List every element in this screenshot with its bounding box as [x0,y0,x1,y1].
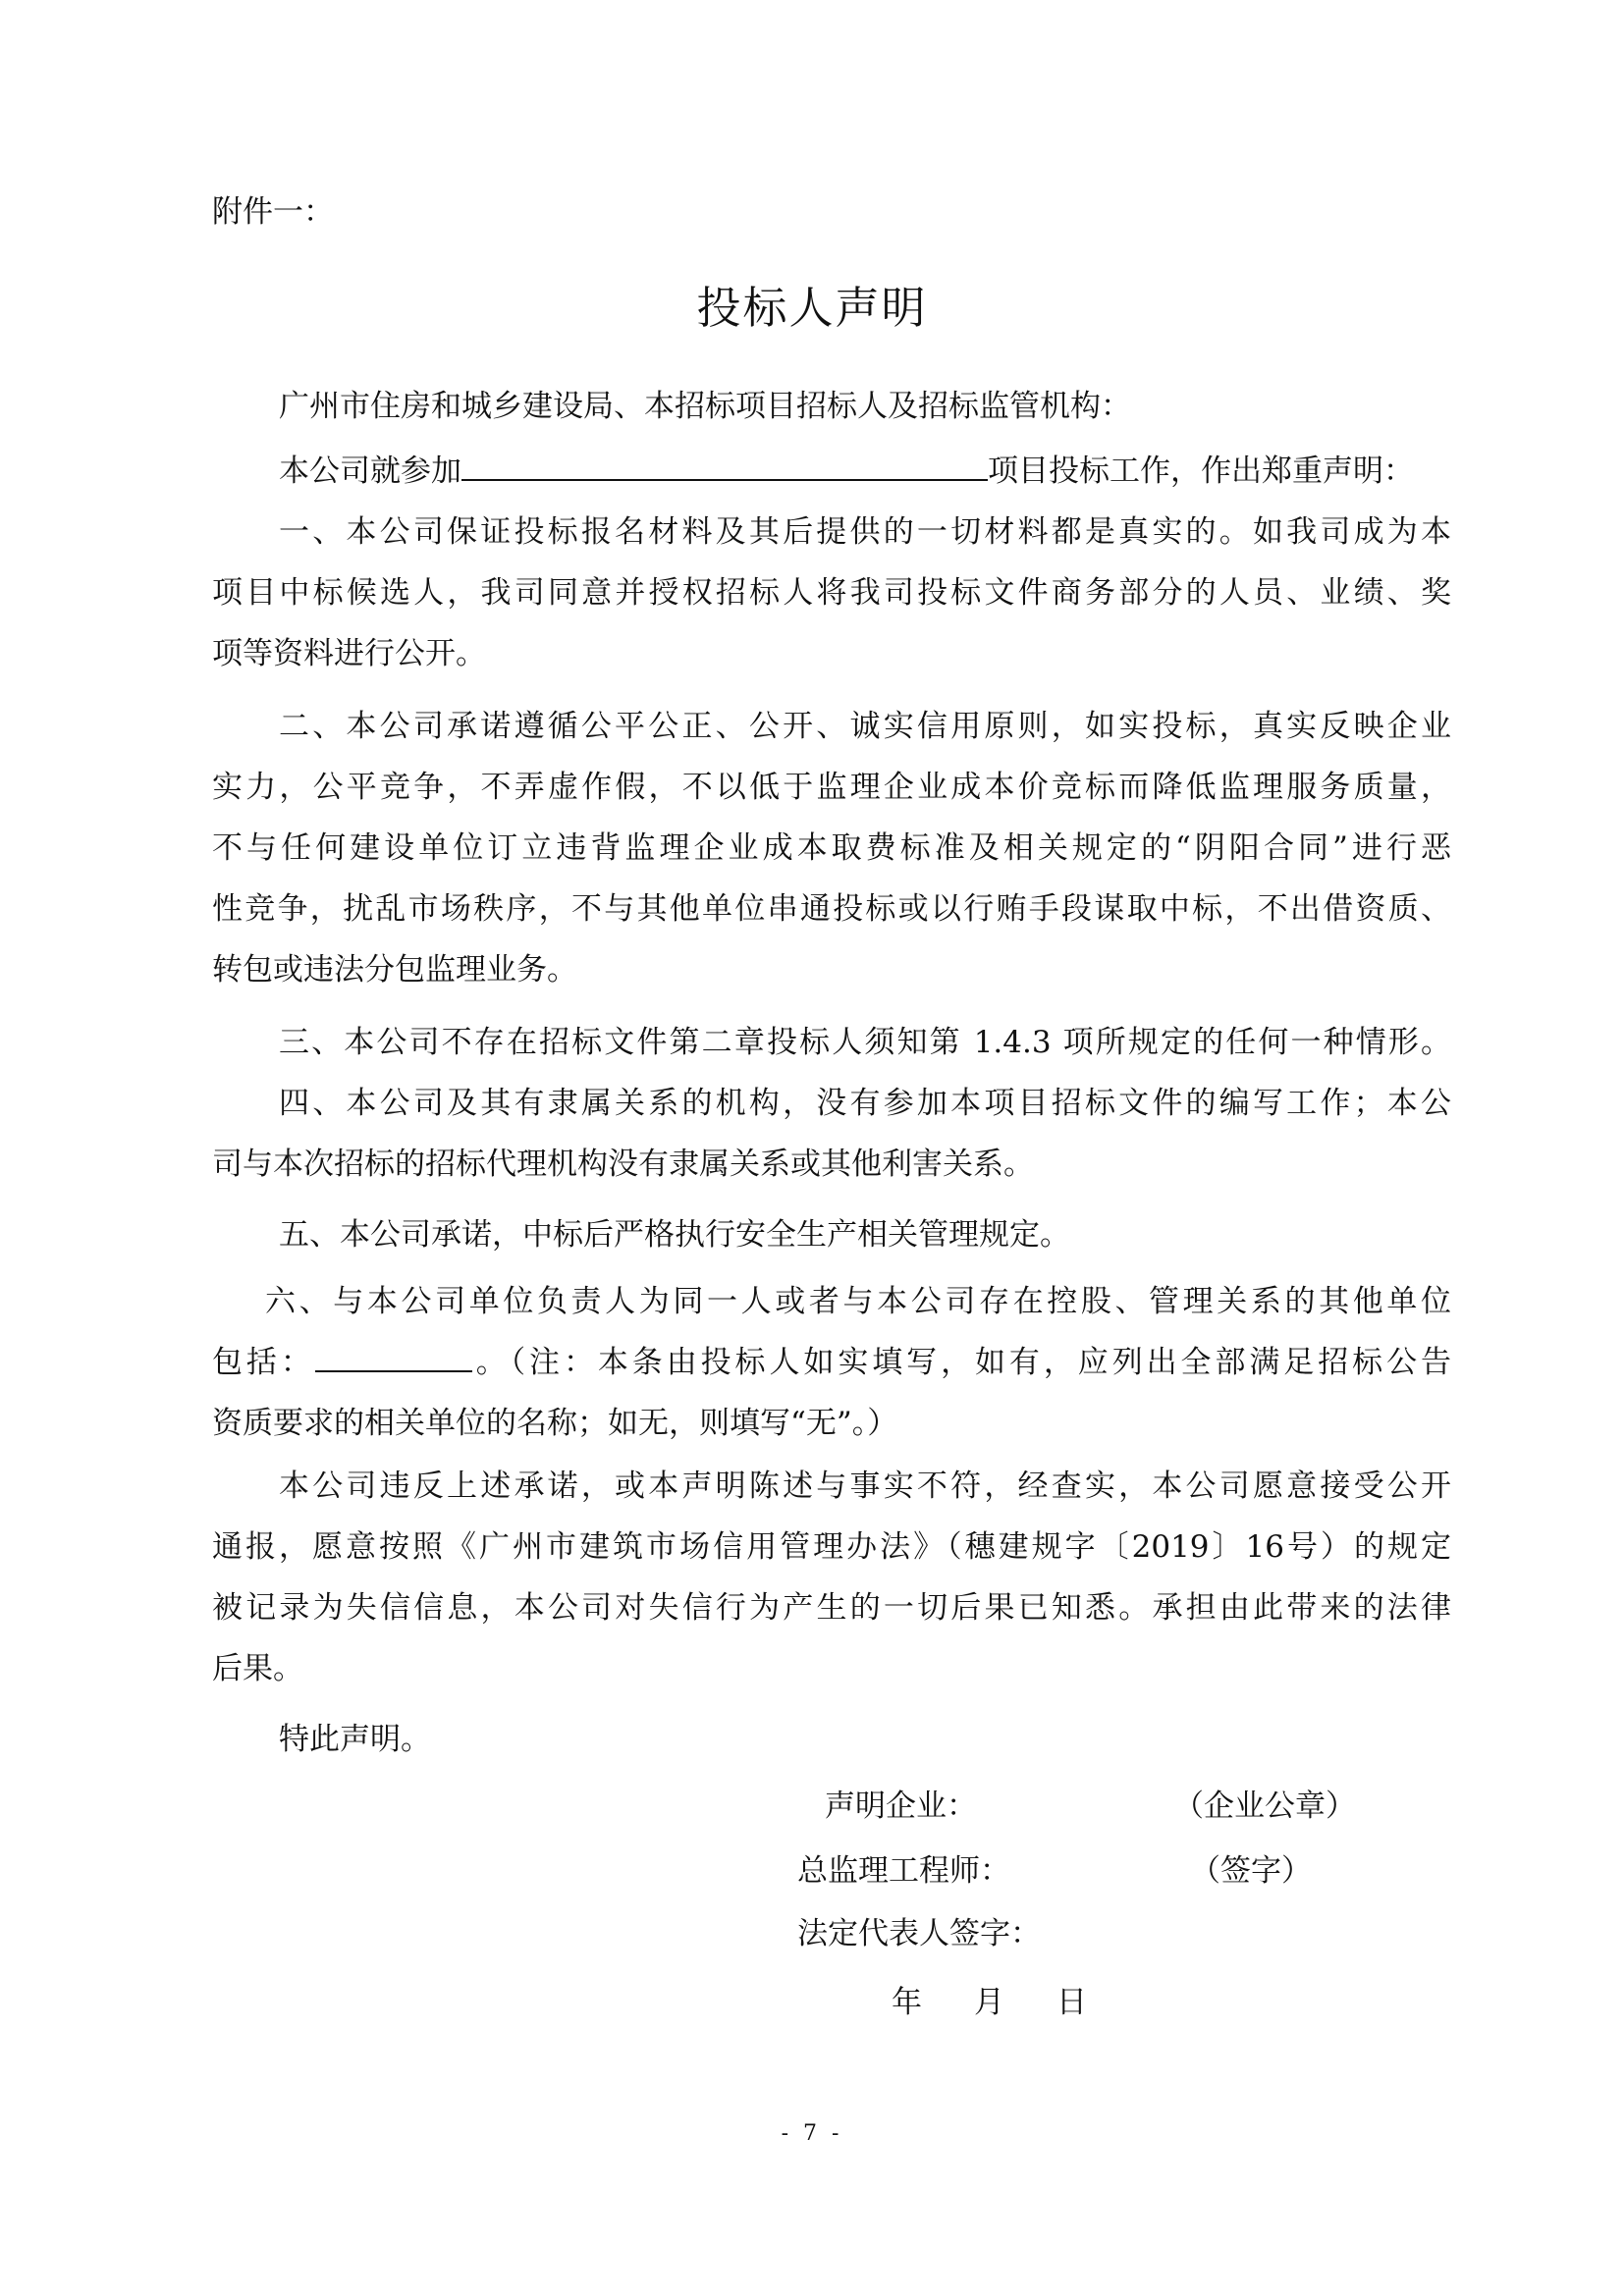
violation-line1: 本公司违反上述承诺，或本声明陈述与事实不符，经查实，本公司愿意接受公开 [279,1468,1451,1504]
date-year-label: 年 [892,1985,922,2020]
page-number: - 7 - [781,2121,843,2146]
violation-line4: 后果。 [212,1651,303,1686]
item6-line2 [212,1343,1451,1382]
attachment-label: 附件一： [212,194,334,230]
item6-line3: 资质要求的相关单位的名称；如无，则填写“无”。） [212,1406,898,1441]
item4-line2: 司与本次招标的招标代理机构没有隶属关系或其他利害关系。 [212,1147,1034,1182]
violation-line3: 被记录为失信信息，本公司对失信行为产生的一切后果已知悉。承担由此带来的法律 [212,1590,1451,1626]
item6-line1: 六、与本公司单位负责人为同一人或者与本公司存在控股、管理关系的其他单位 [265,1284,1451,1319]
item3: 三、本公司不存在招标文件第二章投标人须知第 1.4.3 项所规定的任何一种情形。 [279,1025,1451,1060]
company-label: 声明企业： [825,1789,977,1824]
intro-after: 项目投标工作，作出郑重声明： [988,454,1414,489]
item2-line2: 实力，公平竞争，不弄虚作假，不以低于监理企业成本价竞标而降低监理服务质量， [212,770,1451,805]
legal-rep-label: 法定代表人签字： [797,1916,1041,1951]
intro-line [279,452,1451,491]
date-day-label: 日 [1056,1985,1087,2020]
item1-line2: 项目中标候选人，我司同意并授权招标人将我司投标文件商务部分的人员、业绩、奖 [212,575,1451,611]
item1-line1: 一、本公司保证投标报名材料及其后提供的一切材料都是真实的。如我司成为本 [279,514,1451,550]
item6-includes-label: 包括： [212,1345,315,1380]
chief-engineer-sign-note: （签字） [1190,1853,1312,1889]
related-units-blank[interactable] [315,1366,472,1372]
project-name-blank[interactable] [461,475,988,481]
addressee: 广州市住房和城乡建设局、本招标项目招标人及招标监管机构： [279,389,1131,424]
item2-line3: 不与任何建设单位订立违背监理企业成本取费标准及相关规定的“阴阳合同”进行恶 [212,830,1451,866]
item2-line1: 二、本公司承诺遵循公平公正、公开、诚实信用原则，如实投标，真实反映企业 [279,709,1451,744]
violation-line2: 通报，愿意按照《广州市建筑市场信用管理办法》（穗建规字〔2019〕16号）的规定 [212,1529,1451,1565]
closing-statement: 特此声明。 [279,1722,431,1757]
item1-line3: 项等资料进行公开。 [212,636,486,671]
item4-line1: 四、本公司及其有隶属关系的机构，没有参加本项目招标文件的编写工作；本公 [279,1086,1451,1121]
document-title: 投标人声明 [696,282,928,334]
item2-line5: 转包或违法分包监理业务。 [212,952,577,988]
chief-engineer-label: 总监理工程师： [797,1853,1010,1889]
item6-note: 。（注：本条由投标人如实填写，如有，应列出全部满足招标公告 [471,1345,1451,1380]
intro-before: 本公司就参加 [279,454,461,489]
item2-line4: 性竞争，扰乱市场秩序，不与其他单位串通投标或以行贿手段谋取中标，不出借资质、 [212,891,1451,927]
company-seal-note: （企业公章） [1173,1789,1356,1824]
date-month-label: 月 [974,1985,1004,2020]
item5: 五、本公司承诺，中标后严格执行安全生产相关管理规定。 [279,1217,1070,1253]
